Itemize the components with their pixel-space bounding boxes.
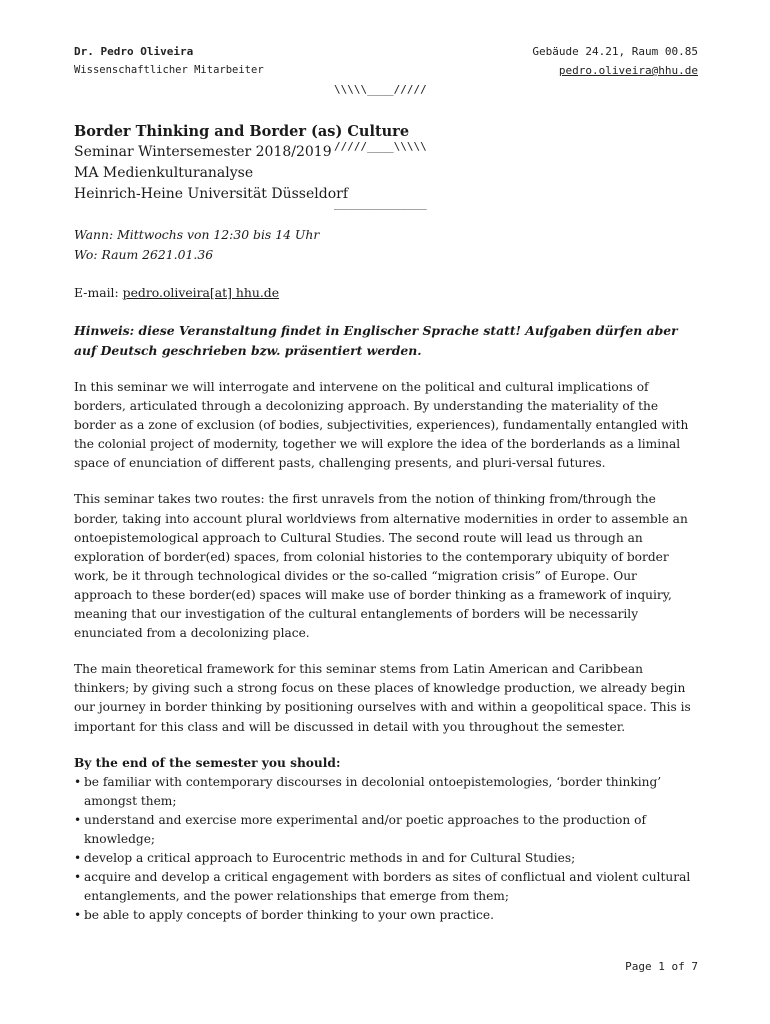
decorative-line-3: ______________ bbox=[334, 197, 427, 210]
course-title: Border Thinking and Border (as) Culture bbox=[74, 123, 410, 140]
author-role: Wissenschaftlicher Mitarbeiter bbox=[74, 64, 264, 76]
course-room: Wo: Raum 2621.01.36 bbox=[74, 247, 214, 262]
document-body bbox=[74, 121, 698, 925]
contact-email-line bbox=[74, 283, 698, 303]
course-time: Wann: Mittwochs von 12:30 bis 14 Uhr bbox=[74, 227, 320, 242]
list-item-text: be familiar with contemporary discourses in decolonial ontoepistemologies, ‘border thinking’ amongst them; bbox=[84, 774, 662, 808]
list-item-text: develop a critical approach to Eurocentric methods in and for Cultural Studies; bbox=[84, 851, 576, 866]
decorative-line-1: \\\\\____///// bbox=[334, 83, 427, 96]
bullet-icon: • bbox=[74, 908, 82, 923]
contact-block bbox=[532, 42, 698, 80]
list-item bbox=[74, 773, 698, 811]
list-item-text: acquire and develop a critical engagement with borders as sites of conflictual and violent cultural entanglements, and the power relationships that emerge from them; bbox=[84, 870, 691, 904]
paragraph-routes: This seminar takes two routes: the first unravels from the notion of thinking from/through the border, taking into account plural worldviews from alternative modernities in order to assemble an ontoepistemological approach to Cultural Studies. The second route will lead us through an exploration of border(ed) spaces, from colonial histories to the contemporary ubiquity of border work, be it through technological divides or the so-called “migration crisis” of Europe. Our approach to these border(ed) spaces will make use of border thinking as a framework of inquiry, meaning that our investigation of the cultural entanglements of borders will be necessarily enunciated from a decolonizing place. bbox=[74, 492, 688, 641]
contact-email-link[interactable]: pedro.oliveira[at] hhu.de bbox=[122, 285, 280, 300]
paragraph-framework: The main theoretical framework for this seminar stems from Latin American and Caribbean thinkers; by giving such a strong focus on these places of knowledge production, we already begin our journey in border thinking by positioning ourselves with and within a geopolitical space. This is important for this class and will be discussed in detail with you throughout the semester. bbox=[74, 662, 691, 734]
bullet-icon: • bbox=[74, 774, 82, 789]
course-university: Heinrich-Heine Universität Düsseldorf bbox=[74, 186, 348, 202]
list-item-text: understand and exercise more experimental and/or poetic approaches to the production of knowledge; bbox=[84, 812, 646, 846]
email-label: E-mail: bbox=[74, 285, 123, 300]
list-item bbox=[74, 868, 698, 906]
author-name: Dr. Pedro Oliveira bbox=[74, 45, 194, 58]
list-item bbox=[74, 906, 698, 925]
bullet-icon: • bbox=[74, 812, 82, 827]
paragraph-intro: In this seminar we will interrogate and intervene on the political and cultural implications of borders, articulated through a decolonizing approach. By understanding the materiality of the border as a zone of exclusion (of bodies, subjectivities, experiences), fundamentally entangled with the colonial project of modernity, together we will explore the idea of the borderlands as a liminal space of enunciation of different pasts, challenging presents, and pluri-versal futures. bbox=[74, 380, 689, 471]
author-block bbox=[74, 42, 264, 80]
bullet-icon: • bbox=[74, 851, 82, 866]
list-item bbox=[74, 811, 698, 849]
course-program: MA Medienkulturanalyse bbox=[74, 165, 254, 181]
goals-heading: By the end of the semester you should: bbox=[74, 755, 341, 770]
list-item bbox=[74, 849, 698, 868]
header-email-link[interactable]: pedro.oliveira@hhu.de bbox=[558, 64, 698, 77]
decorative-line-2: /////____\\\\\ bbox=[334, 140, 427, 153]
course-semester: Seminar Wintersemester 2018/2019 bbox=[74, 144, 332, 160]
list-item-text: be able to apply concepts of border thinking to your own practice. bbox=[84, 908, 494, 923]
goals-list bbox=[74, 773, 698, 926]
page-number: Page 1 of 7 bbox=[625, 960, 698, 973]
bullet-icon: • bbox=[74, 870, 82, 885]
language-notice: Hinweis: diese Veranstaltung findet in Englischer Sprache statt! Aufgaben dürfen aber auf Deutsch geschrieben bzw. präsentiert werden. bbox=[74, 323, 678, 358]
office-location: Gebäude 24.21, Raum 00.85 bbox=[532, 45, 698, 58]
